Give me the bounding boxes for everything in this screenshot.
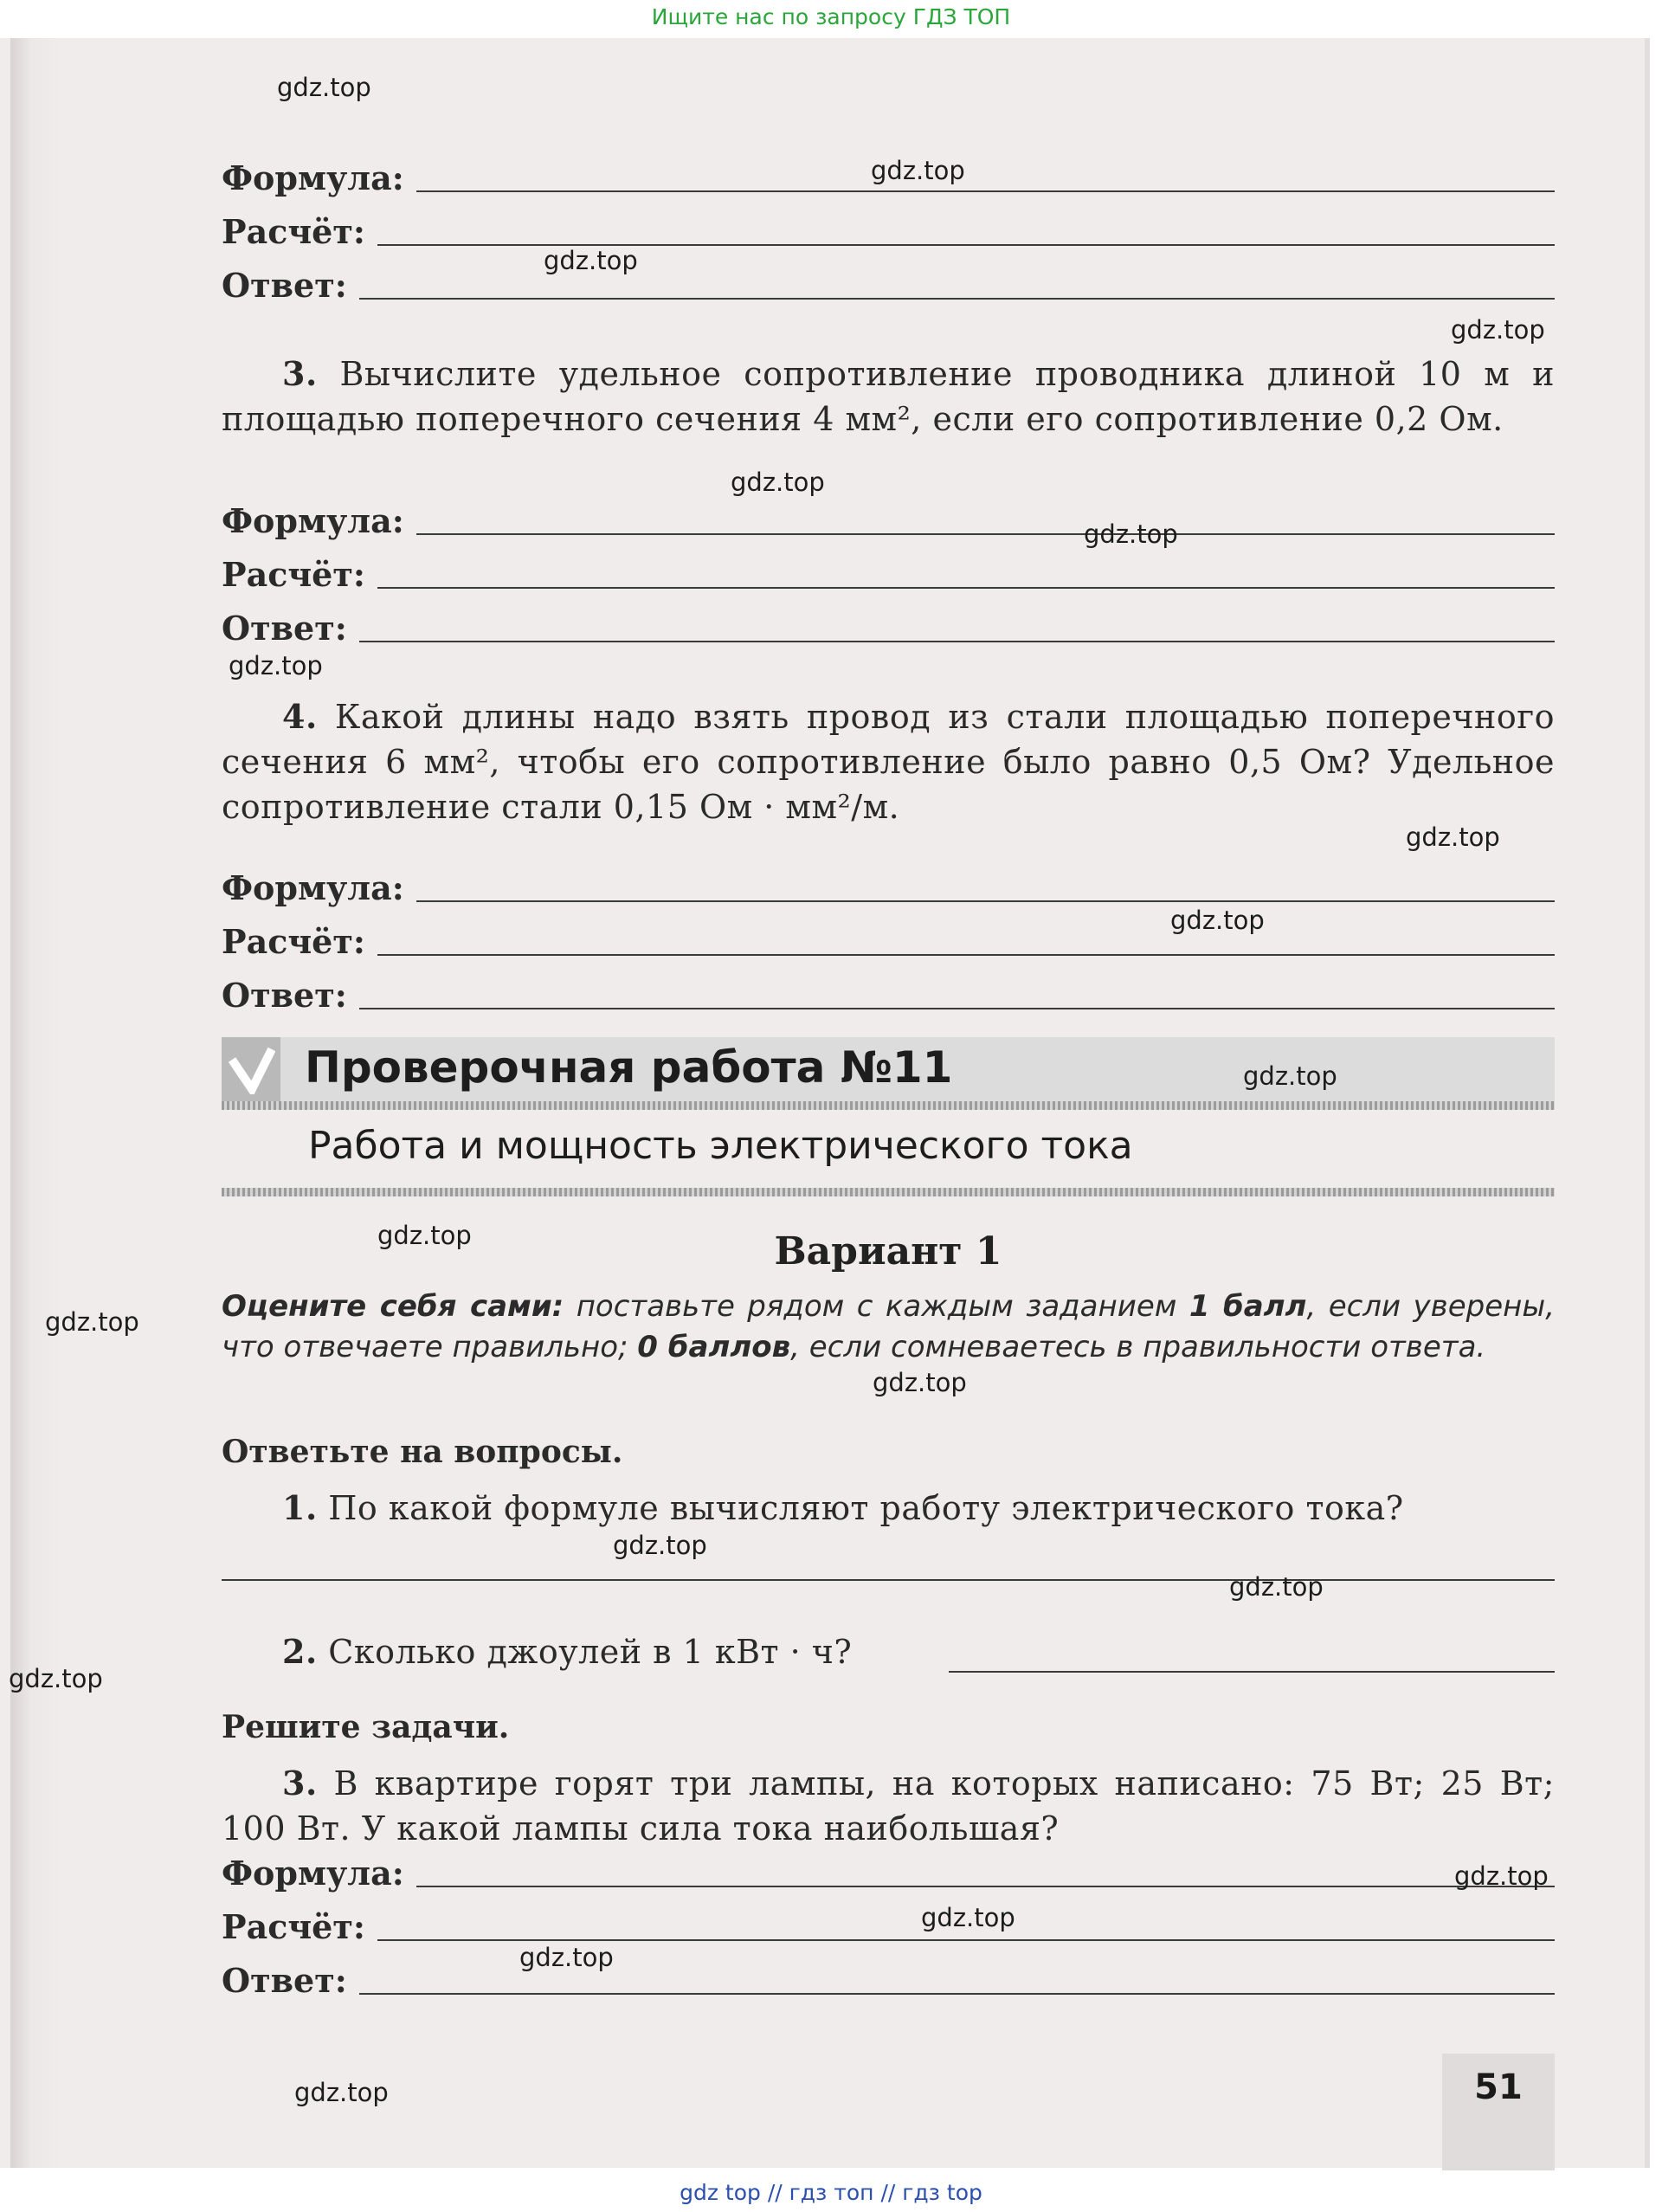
formula-field-task3 bbox=[222, 495, 1555, 540]
question-1-answer-line[interactable] bbox=[222, 1579, 1555, 1581]
calc-label: Расчёт: bbox=[222, 212, 365, 251]
question-text: По какой формуле вычисляют работу электрического тока? bbox=[328, 1489, 1404, 1527]
answer-label: Ответ: bbox=[222, 1961, 347, 2000]
self-assessment-instruction bbox=[222, 1287, 1555, 1368]
formula-answer-line[interactable] bbox=[416, 533, 1555, 535]
watermark: gdz.top bbox=[1406, 822, 1500, 852]
formula-label: Формула: bbox=[222, 158, 404, 197]
problems-heading: Решите задачи. bbox=[222, 1709, 510, 1745]
calc-field-prev bbox=[222, 206, 1555, 251]
calc-answer-line[interactable] bbox=[377, 587, 1555, 589]
question-number: 2. bbox=[282, 1632, 318, 1671]
calc-label: Расчёт: bbox=[222, 1907, 365, 1946]
calc-label: Расчёт: bbox=[222, 555, 365, 594]
search-banner[interactable]: Ищите нас по запросу ГДЗ ТОП bbox=[651, 4, 1011, 29]
problem-3 bbox=[222, 1761, 1555, 1851]
answer-field-prev bbox=[222, 260, 1555, 305]
question-number: 1. bbox=[282, 1488, 318, 1527]
watermark: gdz.top bbox=[1454, 1861, 1549, 1891]
watermark: gdz.top bbox=[9, 1664, 103, 1693]
instruction-lead: Оцените себя сами: bbox=[222, 1289, 564, 1324]
questions-heading: Ответьте на вопросы. bbox=[222, 1434, 623, 1470]
calc-field-p3 bbox=[222, 1901, 1555, 1946]
instruction-text: , если уверены, что отвечаете правильно; bbox=[222, 1289, 1556, 1364]
formula-field-task4 bbox=[222, 862, 1555, 907]
watermark: gdz.top bbox=[731, 468, 825, 497]
answer-answer-line[interactable] bbox=[359, 641, 1555, 642]
watermark: gdz.top bbox=[921, 1903, 1015, 1932]
watermark: gdz.top bbox=[1243, 1061, 1337, 1091]
watermark: gdz.top bbox=[519, 1943, 614, 1972]
instruction-point-one: 1 балл bbox=[1189, 1289, 1307, 1324]
task-3 bbox=[222, 351, 1555, 442]
subtitle-text: Работа и мощность электрического тока bbox=[308, 1124, 1133, 1168]
variant-title: Вариант 1 bbox=[774, 1229, 1002, 1274]
formula-label: Формула: bbox=[222, 1854, 404, 1893]
page-number: 51 bbox=[1442, 2054, 1555, 2170]
answer-answer-line[interactable] bbox=[359, 1008, 1555, 1009]
answer-label: Ответ: bbox=[222, 976, 347, 1015]
calc-answer-line[interactable] bbox=[377, 1939, 1555, 1941]
question-text: Сколько джоулей в 1 кВт · ч? bbox=[328, 1633, 853, 1671]
watermark: gdz.top bbox=[544, 246, 638, 275]
subtitle-divider bbox=[222, 1188, 1555, 1196]
answer-field-p3 bbox=[222, 1955, 1555, 2000]
checkmark-icon bbox=[222, 1037, 280, 1101]
instruction-text: , если сомневаетесь в правильности ответа. bbox=[790, 1330, 1486, 1364]
watermark: gdz.top bbox=[1170, 906, 1265, 935]
answer-label: Ответ: bbox=[222, 609, 347, 648]
question-2 bbox=[222, 1629, 966, 1674]
task-number: 3. bbox=[282, 354, 318, 393]
question-1 bbox=[222, 1486, 1555, 1531]
task-text: Какой длины надо взять провод из стали площадью поперечного сечения 6 мм², чтобы его сопротивление было равно 0,5 Ом? Удельное сопротивление стали 0,15 Ом · мм²/м. bbox=[222, 698, 1555, 826]
watermark: gdz.top bbox=[873, 1368, 967, 1397]
formula-label: Формула: bbox=[222, 868, 404, 907]
formula-answer-line[interactable] bbox=[416, 1886, 1555, 1887]
header-divider bbox=[222, 1101, 1555, 1110]
task-text: Вычислите удельное сопротивление проводника длиной 10 м и площадью поперечного сечения 4 мм², если его сопротивление 0,2 Ом. bbox=[222, 355, 1555, 438]
answer-answer-line[interactable] bbox=[359, 1993, 1555, 1995]
answer-label: Ответ: bbox=[222, 266, 347, 305]
instruction-text: поставьте рядом с каждым заданием bbox=[564, 1289, 1189, 1324]
section-subtitle bbox=[222, 1124, 1555, 1168]
watermark: gdz.top bbox=[613, 1531, 707, 1560]
problem-text: В квартире горят три лампы, на которых написано: 75 Вт; 25 Вт; 100 Вт. У какой лампы сила тока наибольшая? bbox=[222, 1764, 1555, 1848]
calc-field-task4 bbox=[222, 916, 1555, 961]
formula-answer-line[interactable] bbox=[416, 900, 1555, 902]
watermark: gdz.top bbox=[871, 156, 965, 185]
watermark: gdz.top bbox=[1229, 1572, 1324, 1602]
footer-links[interactable]: gdz top // гдз топ // гдз top bbox=[680, 2180, 982, 2205]
watermark: gdz.top bbox=[1084, 519, 1178, 549]
calc-answer-line[interactable] bbox=[377, 954, 1555, 956]
watermark: gdz.top bbox=[294, 2078, 389, 2107]
formula-answer-line[interactable] bbox=[416, 190, 1555, 192]
calc-field-task3 bbox=[222, 549, 1555, 594]
problem-number: 3. bbox=[282, 1764, 318, 1802]
answer-answer-line[interactable] bbox=[359, 298, 1555, 300]
task-4 bbox=[222, 694, 1555, 829]
task-number: 4. bbox=[282, 697, 318, 736]
page-spine-shadow bbox=[10, 38, 62, 2168]
answer-field-task4 bbox=[222, 970, 1555, 1015]
section-title: Проверочная работа №11 bbox=[305, 1042, 953, 1093]
instruction-point-zero: 0 баллов bbox=[637, 1330, 791, 1364]
watermark: gdz.top bbox=[277, 73, 371, 102]
question-2-answer-line[interactable] bbox=[949, 1671, 1555, 1673]
formula-label: Формула: bbox=[222, 501, 404, 540]
section-header bbox=[222, 1037, 1555, 1101]
watermark: gdz.top bbox=[1451, 315, 1545, 345]
watermark: gdz.top bbox=[45, 1307, 139, 1337]
answer-field-task3 bbox=[222, 603, 1555, 648]
calc-label: Расчёт: bbox=[222, 922, 365, 961]
watermark: gdz.top bbox=[229, 651, 323, 680]
watermark: gdz.top bbox=[377, 1221, 472, 1250]
formula-field-p3 bbox=[222, 1848, 1555, 1893]
